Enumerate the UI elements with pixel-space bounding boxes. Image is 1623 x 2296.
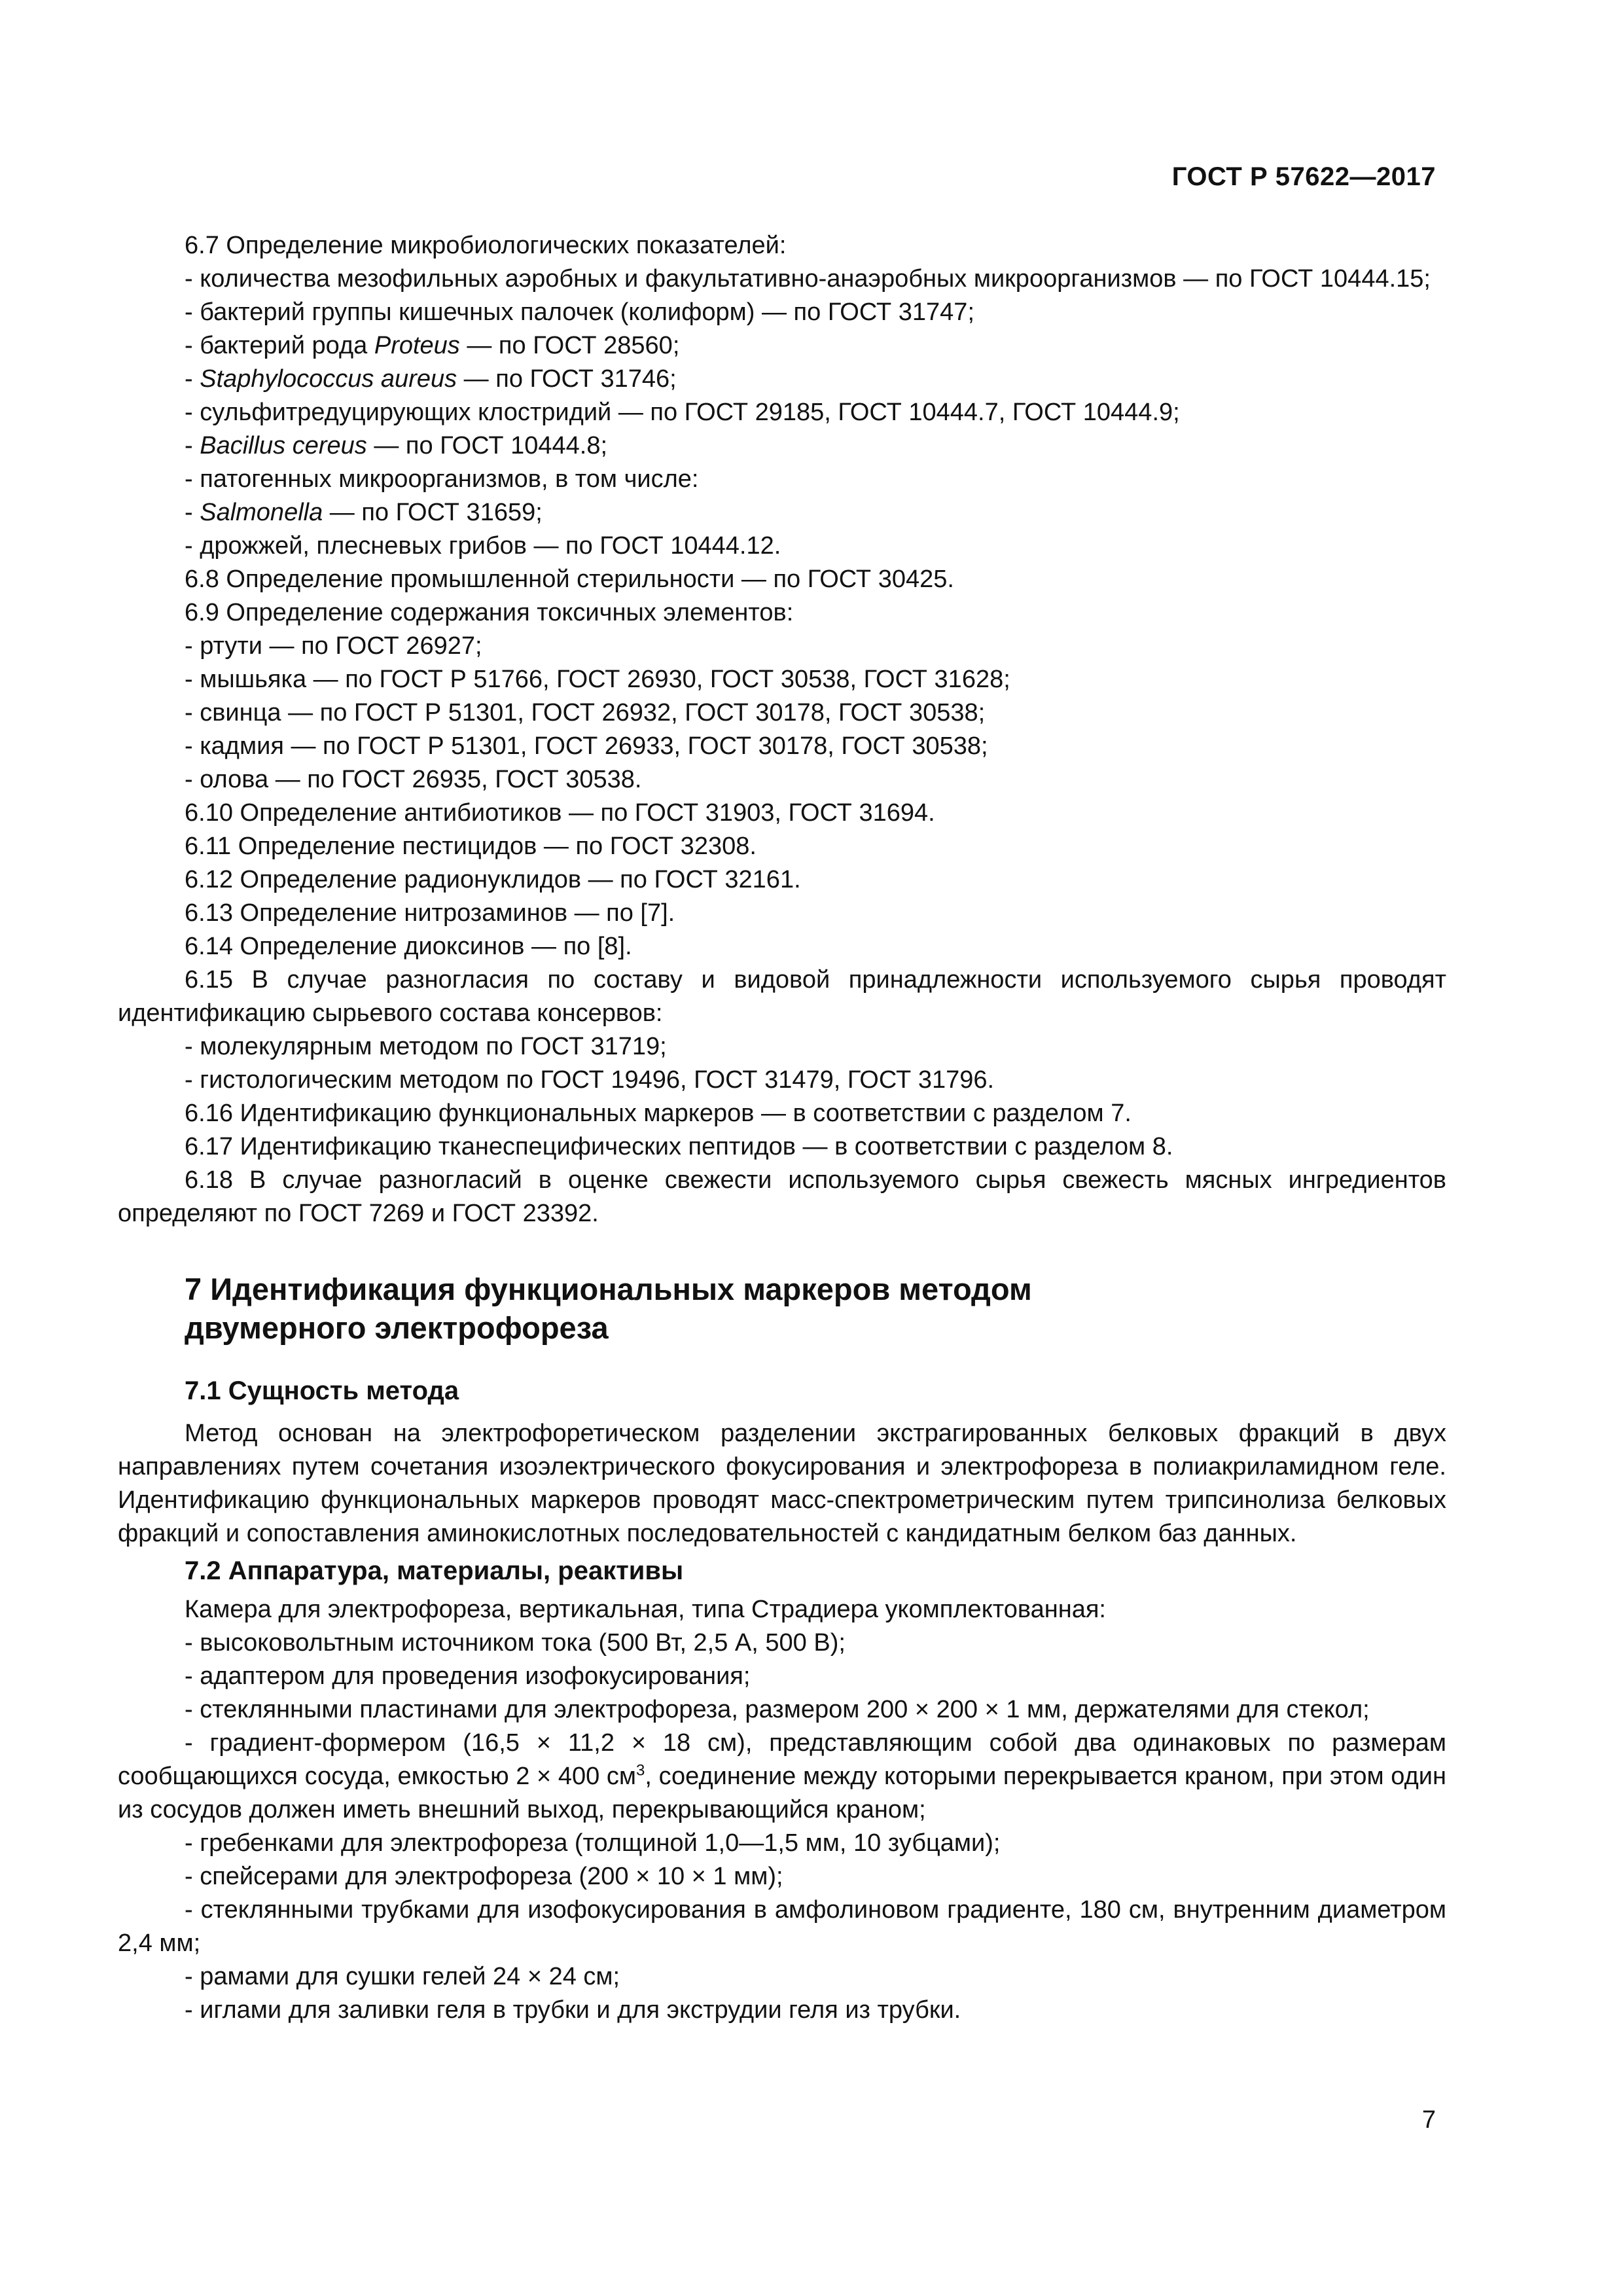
section-7-heading: 7 Идентификация функциональных маркеров методом двумерного электрофореза <box>185 1272 1032 1345</box>
clause-6-17: 6.17 Идентификацию тканеспецифических пептидов — в соответствии с разделом 8. <box>185 1133 1173 1160</box>
clause-7-2-item: - высоковольтным источником тока (500 Вт, 2,5 А, 500 В); <box>185 1629 846 1657</box>
clause-6-7-title: 6.7 Определение микробиологических показателей: <box>185 232 787 259</box>
clause-6-15: 6.15 В случае разногласия по составу и видовой принадлежности используемого сырья проводят идентификацию сырьевого состава консервов: <box>118 966 1446 1027</box>
clause-6-9-item: - ртути — по ГОСТ 26927; <box>185 632 482 660</box>
clause-6-15-item: - молекулярным методом по ГОСТ 31719; <box>185 1033 667 1060</box>
clause-6-7-item: - Bacillus cereus — по ГОСТ 10444.8; <box>185 432 608 459</box>
clause-6-8: 6.8 Определение промышленной стерильности — по ГОСТ 30425. <box>185 565 954 593</box>
clause-6-18: 6.18 В случае разногласий в оценке свежести используемого сырья свежесть мясных ингредиентов определяют по ГОСТ 7269 и ГОСТ 23392. <box>118 1166 1446 1227</box>
clause-6-9-item: - кадмия — по ГОСТ Р 51301, ГОСТ 26933, ГОСТ 30178, ГОСТ 30538; <box>185 732 988 760</box>
clause-7-2-item: - гребенками для электрофореза (толщиной 1,0—1,5 мм, 10 зубцами); <box>185 1829 1001 1857</box>
document-header: ГОСТ Р 57622—2017 <box>1171 162 1436 191</box>
clause-6-7-item: - бактерий группы кишечных палочек (колиформ) — по ГОСТ 31747; <box>185 298 975 326</box>
clause-6-9-title: 6.9 Определение содержания токсичных элементов: <box>185 599 794 626</box>
clause-7-2-item: - иглами для заливки геля в трубки и для экструдии геля из трубки. <box>185 1996 961 2024</box>
page-number: 7 <box>1421 2106 1436 2134</box>
clause-6-7-item: - количества мезофильных аэробных и факультативно-анаэробных микроорганизмов — по ГОСТ 10444.15; <box>185 265 1431 293</box>
clause-7-2-item: - спейсерами для электрофореза (200 × 10 × 1 мм); <box>185 1863 783 1890</box>
clause-6-9-item: - свинца — по ГОСТ Р 51301, ГОСТ 26932, ГОСТ 30178, ГОСТ 30538; <box>185 699 986 726</box>
clause-6-15-item: - гистологическим методом по ГОСТ 19496, ГОСТ 31479, ГОСТ 31796. <box>185 1066 995 1094</box>
clause-6-12: 6.12 Определение радионуклидов — по ГОСТ 32161. <box>185 866 801 893</box>
clause-7-2-item: - рамами для сушки гелей 24 × 24 см; <box>185 1963 620 1990</box>
clause-6-16: 6.16 Идентификацию функциональных маркеров — в соответствии с разделом 7. <box>185 1100 1132 1127</box>
document-body <box>118 229 1446 2027</box>
clause-6-13: 6.13 Определение нитрозаминов — по [7]. <box>185 899 675 927</box>
clause-7-1-heading: 7.1 Сущность метода <box>185 1376 459 1405</box>
clause-6-11: 6.11 Определение пестицидов — по ГОСТ 32308. <box>185 833 757 860</box>
clause-6-7-item: - Staphylococcus aureus — по ГОСТ 31746; <box>185 365 677 393</box>
clause-6-7-item: - дрожжей, плесневых грибов — по ГОСТ 10444.12. <box>185 532 781 560</box>
clause-7-1-text: Метод основан на электрофоретическом разделении экстрагированных белковых фракций в двух направлениях путем сочетания изоэлектрического фокусирования и электрофореза в полиакриламидном геле. Идентификацию функциональных маркеров проводят масс-спектрометрическим путем трипсинолиза белковых фракций и сопоставления аминокислотных последовательностей с кандидатным белком баз данных. <box>118 1420 1446 1547</box>
clause-6-7-item: - патогенных микроорганизмов, в том числе: <box>185 465 699 493</box>
clause-6-14: 6.14 Определение диоксинов — по [8]. <box>185 933 632 960</box>
clause-7-2-item: - градиент-формером (16,5 × 11,2 × 18 см), представляющим собой два одинаковых по размерам сообщающихся сосуда, емкостью 2 × 400 $см^3$, соединение между которыми перекрывается краном, при этом один из сосудов должен иметь внешний выход, перекрывающийся краном; <box>118 1729 1446 1823</box>
clause-6-7-item: - сульфитредуцирующих клостридий — по ГОСТ 29185, ГОСТ 10444.7, ГОСТ 10444.9; <box>185 399 1180 426</box>
clause-7-2-item: - адаптером для проведения изофокусирования; <box>185 1662 751 1690</box>
clause-6-7-item: - бактерий рода Proteus — по ГОСТ 28560; <box>185 332 680 359</box>
clause-7-2-intro: Камера для электрофореза, вертикальная, типа Страдиера укомплектованная: <box>185 1596 1106 1623</box>
clause-7-2-heading: 7.2 Аппаратура, материалы, реактивы <box>185 1556 684 1585</box>
clause-7-2-item: - стеклянными пластинами для электрофореза, размером 200 × 200 × 1 мм, держателями для стекол; <box>185 1696 1370 1723</box>
clause-6-9-item: - олова — по ГОСТ 26935, ГОСТ 30538. <box>185 766 642 793</box>
clause-6-9-item: - мышьяка — по ГОСТ Р 51766, ГОСТ 26930, ГОСТ 30538, ГОСТ 31628; <box>185 666 1010 693</box>
clause-6-10: 6.10 Определение антибиотиков — по ГОСТ 31903, ГОСТ 31694. <box>185 799 935 827</box>
clause-6-7-item: - Salmonella — по ГОСТ 31659; <box>185 499 543 526</box>
clause-7-2-item: - стеклянными трубками для изофокусирования в амфолиновом градиенте, 180 см, внутренним диаметром 2,4 мм; <box>118 1896 1446 1957</box>
